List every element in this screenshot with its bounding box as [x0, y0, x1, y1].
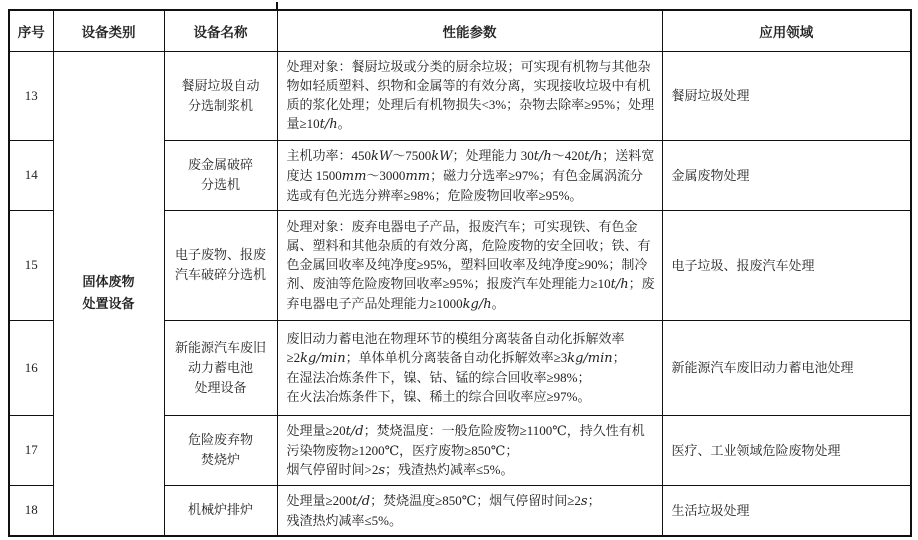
row-serial-number: 17 — [9, 415, 53, 485]
header-equipment-category: 设备类别 — [53, 10, 164, 51]
equipment-name-cell: 机械炉排炉 — [164, 485, 277, 536]
row-serial-number: 16 — [9, 320, 53, 415]
performance-params-cell: 主机功率：450kW～7500kW；处理能力 30t/h～420t/h；送料宽度达 1500mm～3000mm；磁力分选率≥97%；有色金属涡流分选或有色光选分辨率≥98%；危险废物回收率≥95%。 — [277, 140, 662, 210]
application-field-cell: 医疗、工业领域危险废物处理 — [662, 415, 911, 485]
application-field-cell: 生活垃圾处理 — [662, 485, 911, 536]
table-row — [9, 51, 911, 140]
equipment-name-cell: 危险废弃物 焚烧炉 — [164, 415, 277, 485]
equipment-name-cell: 电子废物、报废 汽车破碎分选机 — [164, 210, 277, 320]
equipment-name-cell: 废金属破碎 分选机 — [164, 140, 277, 210]
performance-params-cell: 废旧动力蓄电池在物理环节的模组分离装备自动化拆解效率≥2kg/min；单体单机分离装备自动化拆解效率≥3kg/min； 在湿法冶炼条件下，镍、钴、锰的综合回收率≥98%； 在火法冶炼条件下，镍、稀土的综合回收率应≥97%。 — [277, 320, 662, 415]
performance-params-cell: 处理对象：餐厨垃圾或分类的厨余垃圾；可实现有机物与其他杂物如轻质塑料、织物和金属等的有效分离，实现接收垃圾中有机质的浆化处理；处理后有机物损失<3%；杂物去除率≥95%；处理量≥10t/h。 — [277, 51, 662, 140]
equipment-table — [8, 9, 912, 537]
header-performance-params: 性能参数 — [277, 10, 662, 51]
application-field-cell: 电子垃圾、报废汽车处理 — [662, 210, 911, 320]
performance-params-cell: 处理量≥200t/d；焚烧温度≥850℃；烟气停留时间≥2s； 残渣热灼减率≤5%。 — [277, 485, 662, 536]
equipment-name-cell: 餐厨垃圾自动 分选制浆机 — [164, 51, 277, 140]
row-serial-number: 14 — [9, 140, 53, 210]
header-application-field: 应用领域 — [662, 10, 911, 51]
header-serial-number: 序号 — [9, 10, 53, 51]
table-body — [9, 51, 911, 536]
row-serial-number: 13 — [9, 51, 53, 140]
table-header-row — [9, 10, 911, 51]
header-equipment-name: 设备名称 — [164, 10, 277, 51]
equipment-category-cell: 固体废物 处置设备 — [53, 51, 164, 536]
performance-params-cell: 处理量≥20t/d；焚烧温度：一般危险废物≥1100℃，持久性有机污染物废物≥1200℃，医疗废物≥850℃； 烟气停留时间>2s；残渣热灼减率≤5%。 — [277, 415, 662, 485]
application-field-cell: 新能源汽车废旧动力蓄电池处理 — [662, 320, 911, 415]
application-field-cell: 餐厨垃圾处理 — [662, 51, 911, 140]
row-serial-number: 15 — [9, 210, 53, 320]
application-field-cell: 金属废物处理 — [662, 140, 911, 210]
row-serial-number: 18 — [9, 485, 53, 536]
performance-params-cell: 处理对象：废弃电器电子产品，报废汽车；可实现铁、有色金属、塑料和其他杂质的有效分离，危险废物的安全回收；铁、有色金属回收率及纯净度≥95%，塑料回收率及纯净度≥90%；制冷剂、废油等危险废物回收率≥95%；报废汽车处理能力≥10t/h；废弃电器电子产品处理能力≥1000kg/h。 — [277, 210, 662, 320]
equipment-name-cell: 新能源汽车废旧 动力蓄电池 处理设备 — [164, 320, 277, 415]
